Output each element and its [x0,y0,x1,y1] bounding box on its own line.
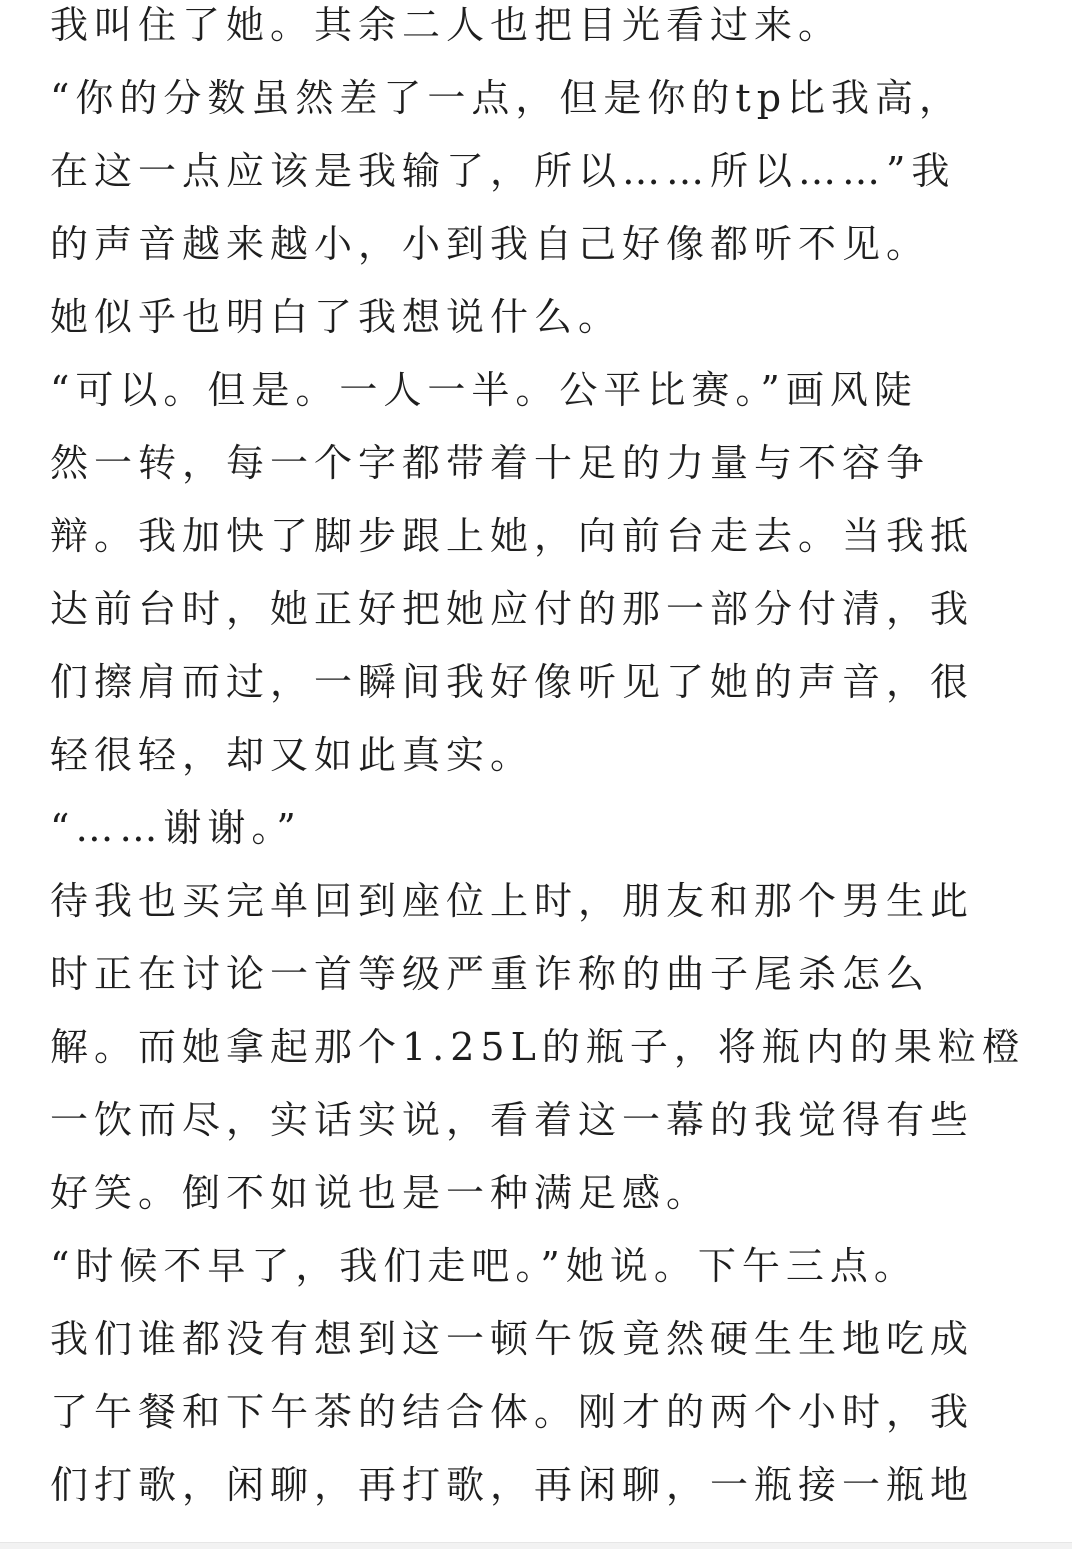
text-line: 然一转，每一个字都带着十足的力量与不容争 [50,441,931,485]
text-line: 一饮而尽，实话实说，看着这一幕的我觉得有些 [50,1098,975,1142]
page-bottom-edge [0,1542,1072,1549]
text-line: 待我也买完单回到座位上时，朋友和那个男生此 [50,879,975,923]
text-column [50,0,1026,1533]
text-line: 她似乎也明白了我想说什么。 [50,295,623,339]
text-line: 我们谁都没有想到这一顿午饭竟然硬生生地吃成 [50,1317,975,1361]
text-line: “你的分数虽然差了一点，但是你的tp比我高， [50,76,964,120]
text-line: 的声音越来越小，小到我自己好像都听不见。 [50,222,931,266]
text-line: 辩。我加快了脚步跟上她，向前台走去。当我抵 [50,514,975,558]
text-line: 们擦肩而过，一瞬间我好像听见了她的声音，很 [50,660,975,704]
text-line: “……谢谢。” [50,806,302,850]
text-line: 了午餐和下午茶的结合体。刚才的两个小时，我 [50,1390,975,1434]
text-line: 轻很轻，却又如此真实。 [50,733,535,777]
text-line: “可以。但是。一人一半。公平比赛。”画风陡 [50,368,918,412]
text-line: 在这一点应该是我输了，所以……所以……”我 [50,149,956,193]
text-line: 达前台时，她正好把她应付的那一部分付清，我 [50,587,975,631]
text-line: 时正在讨论一首等级严重诈称的曲子尾杀怎么 [50,952,931,996]
text-line: 们打歌，闲聊，再打歌，再闲聊，一瓶接一瓶地 [50,1463,975,1507]
text-line: 解。而她拿起那个1.25L的瓶子，将瓶内的果粒橙 [50,1025,1026,1069]
text-line: 好笑。倒不如说也是一种满足感。 [50,1171,711,1215]
text-line: “时候不早了，我们走吧。”她说。下午三点。 [50,1244,918,1288]
text-line: 我叫住了她。其余二人也把目光看过来。 [50,3,843,47]
